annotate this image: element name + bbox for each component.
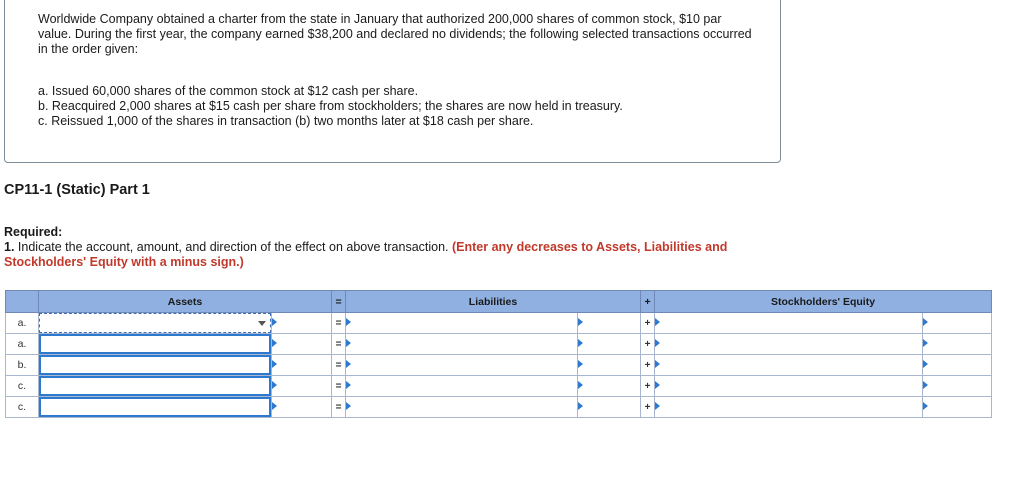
transaction-a: a. Issued 60,000 shares of the common stock at $12 cash per share. [38,84,419,98]
input-flag-icon [272,318,277,326]
assets-account-input[interactable] [39,397,271,417]
plus-sign: + [641,313,655,334]
assets-account-dropdown[interactable] [39,313,271,333]
input-flag-icon [346,381,351,389]
assets-account-select[interactable] [39,397,272,418]
input-flag-icon [272,402,277,410]
input-flag-icon [655,339,660,347]
input-flag-icon [346,402,351,410]
part-title: CP11-1 (Static) Part 1 [4,182,150,198]
table-row [6,397,992,418]
input-flag-icon [346,360,351,368]
instruction-text: Indicate the account, amount, and direction of the effect on above transaction. [14,240,452,254]
assets-account-input[interactable] [39,355,271,375]
input-flag-icon [578,402,583,410]
table-row [6,376,992,397]
input-flag-icon [272,381,277,389]
instruction [4,240,764,270]
input-flag-icon [923,381,928,389]
liabilities-account-input[interactable] [346,334,578,355]
equals-sign: = [332,334,346,355]
header-liabilities: Liabilities [346,291,641,313]
liabilities-amount-input[interactable] [578,376,641,397]
transaction-c: c. Reissued 1,000 of the shares in transaction (b) two months later at $18 cash per share. [38,114,534,128]
plus-sign: + [641,397,655,418]
assets-amount-input[interactable] [272,334,332,355]
accounting-equation-table [5,290,992,418]
input-flag-icon [655,318,660,326]
header-equals: = [332,291,346,313]
transaction-b: b. Reacquired 2,000 shares at $15 cash per share from stockholders; the shares are now held in treasury. [38,99,623,113]
equals-sign: = [332,313,346,334]
assets-account-select[interactable] [39,334,272,355]
input-flag-icon [923,360,928,368]
table-row [6,355,992,376]
table-row [6,334,992,355]
equity-amount-input[interactable] [923,376,992,397]
liabilities-account-input[interactable] [346,355,578,376]
required-label: Required: [4,225,63,239]
header-assets: Assets [39,291,332,313]
input-flag-icon [578,339,583,347]
liabilities-account-input[interactable] [346,397,578,418]
row-label: a. [6,334,39,355]
transaction-list [38,84,623,129]
input-flag-icon [655,402,660,410]
equity-amount-input[interactable] [923,313,992,334]
assets-amount-input[interactable] [272,355,332,376]
equity-account-input[interactable] [655,397,923,418]
assets-account-select[interactable] [39,376,272,397]
assets-account-input[interactable] [39,376,271,396]
header-stockholders-equity: Stockholders' Equity [655,291,992,313]
equity-account-input[interactable] [655,376,923,397]
assets-amount-input[interactable] [272,313,332,334]
row-label: c. [6,376,39,397]
input-flag-icon [923,339,928,347]
assets-account-input[interactable] [39,334,271,354]
equity-amount-input[interactable] [923,397,992,418]
table-row [6,313,992,334]
header-label-col [6,291,39,313]
input-flag-icon [578,318,583,326]
liabilities-account-input[interactable] [346,376,578,397]
plus-sign: + [641,376,655,397]
input-flag-icon [272,360,277,368]
row-label: c. [6,397,39,418]
input-flag-icon [655,381,660,389]
assets-account-select[interactable] [39,313,272,334]
liabilities-account-input[interactable] [346,313,578,334]
input-flag-icon [346,318,351,326]
plus-sign: + [641,355,655,376]
instruction-number: 1. [4,240,15,254]
row-label: b. [6,355,39,376]
chevron-down-icon[interactable] [258,321,266,326]
equals-sign: = [332,397,346,418]
assets-account-select[interactable] [39,355,272,376]
row-label: a. [6,313,39,334]
liabilities-amount-input[interactable] [578,313,641,334]
equity-account-input[interactable] [655,355,923,376]
input-flag-icon [346,339,351,347]
equity-amount-input[interactable] [923,334,992,355]
input-flag-icon [923,318,928,326]
equity-account-input[interactable] [655,334,923,355]
equals-sign: = [332,376,346,397]
input-flag-icon [272,339,277,347]
input-flag-icon [578,381,583,389]
equity-amount-input[interactable] [923,355,992,376]
assets-amount-input[interactable] [272,397,332,418]
header-plus: + [641,291,655,313]
assets-amount-input[interactable] [272,376,332,397]
equity-account-input[interactable] [655,313,923,334]
input-flag-icon [578,360,583,368]
equals-sign: = [332,355,346,376]
problem-text: Worldwide Company obtained a charter from the state in January that authorized 200,000 shares of common stock, $10 par value. During the first year, the company earned $38,200 and declared no dividends; the following selected transactions occurred in the order given: [38,12,752,56]
liabilities-amount-input[interactable] [578,334,641,355]
input-flag-icon [655,360,660,368]
input-flag-icon [923,402,928,410]
header-row [6,291,992,313]
instruction-note: (Enter any decreases to Assets, Liabilities and Stockholders' Equity with a minus sign.) [4,240,728,269]
plus-sign: + [641,334,655,355]
liabilities-amount-input[interactable] [578,355,641,376]
liabilities-amount-input[interactable] [578,397,641,418]
